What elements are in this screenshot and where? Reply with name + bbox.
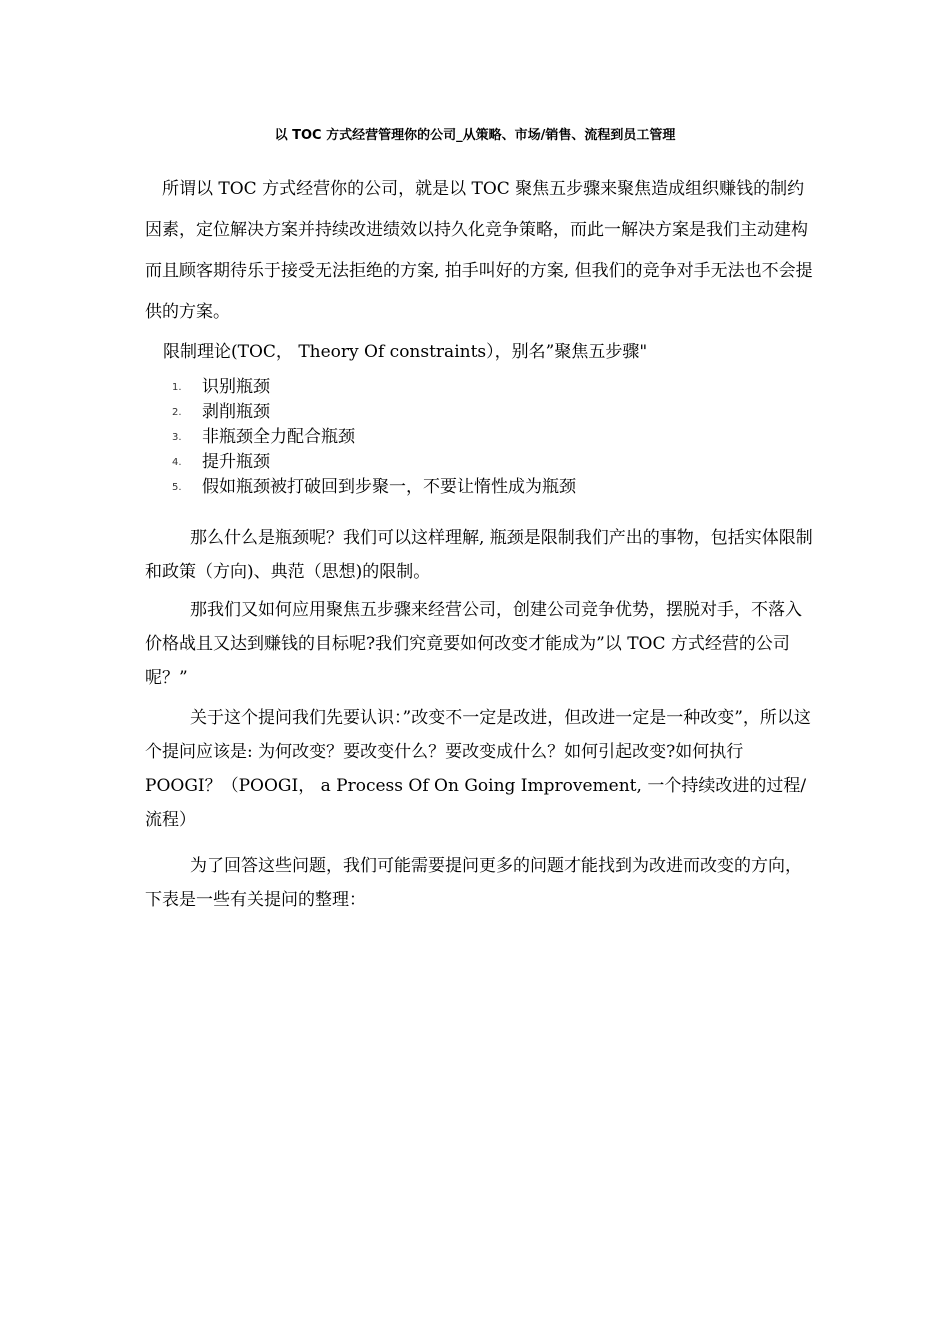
list-item-number: 4. <box>172 457 182 468</box>
list-item-number: 3. <box>172 432 182 443</box>
list-item-number: 2. <box>172 407 182 418</box>
how-to-apply-paragraph: 那我们又如何应用聚焦五步骤来经营公司，创建公司竞争优势，摆脱对手，不落入价格战且又达到赚钱的目标呢?我们究竟要如何改变才能成为”以 TOC 方式经营的公司呢？” <box>145 600 802 688</box>
bottleneck-definition-paragraph: 那么什么是瓶颈呢？我们可以这样理解, 瓶颈是限制我们产出的事物，包括实体限制和政策（方向)、典范（思想)的限制。 <box>145 528 813 582</box>
list-item-number: 1. <box>172 382 182 393</box>
list-item-text: 提升瓶颈 <box>202 452 270 472</box>
change-questions-paragraph: 关于这个提问我们先要认识：”改变不一定是改进，但改进一定是一种改变”，所以这个提问应该是: 为何改变？要改变什么？要改变成什么？如何引起改变?如何执行 POOGI？（POOGI， a Process Of On Going Improvement, 一个持续改进的过程/流程） <box>145 708 811 830</box>
intro-paragraph: 所谓以 TOC 方式经营你的公司，就是以 TOC 聚焦五步骤来聚焦造成组织赚钱的制约因素，定位解决方案并持续改进绩效以持久化竞争策略，而此一解决方案是我们主动建构而且顾客期待乐于接受无法拒绝的方案, 拍手叫好的方案, 但我们的竞争对手无法也不会提供的方案。 <box>145 179 813 322</box>
document-title: 以 TOC 方式经营管理你的公司_从策略、市场/销售、流程到员工管理 <box>274 128 676 143</box>
list-item-text: 识别瓶颈 <box>202 377 270 397</box>
theory-heading: 限制理论(TOC， Theory Of constraints），别名”聚焦五步骤" <box>163 342 648 362</box>
list-item-text: 剥削瓶颈 <box>202 402 270 422</box>
list-item-text: 假如瓶颈被打破回到步聚一，不要让惰性成为瓶颈 <box>202 477 576 497</box>
list-item-number: 5. <box>172 482 182 493</box>
closing-paragraph: 为了回答这些问题，我们可能需要提问更多的问题才能找到为改进而改变的方向，下表是一些有关提问的整理： <box>145 856 802 910</box>
list-item-text: 非瓶颈全力配合瓶颈 <box>202 427 355 447</box>
